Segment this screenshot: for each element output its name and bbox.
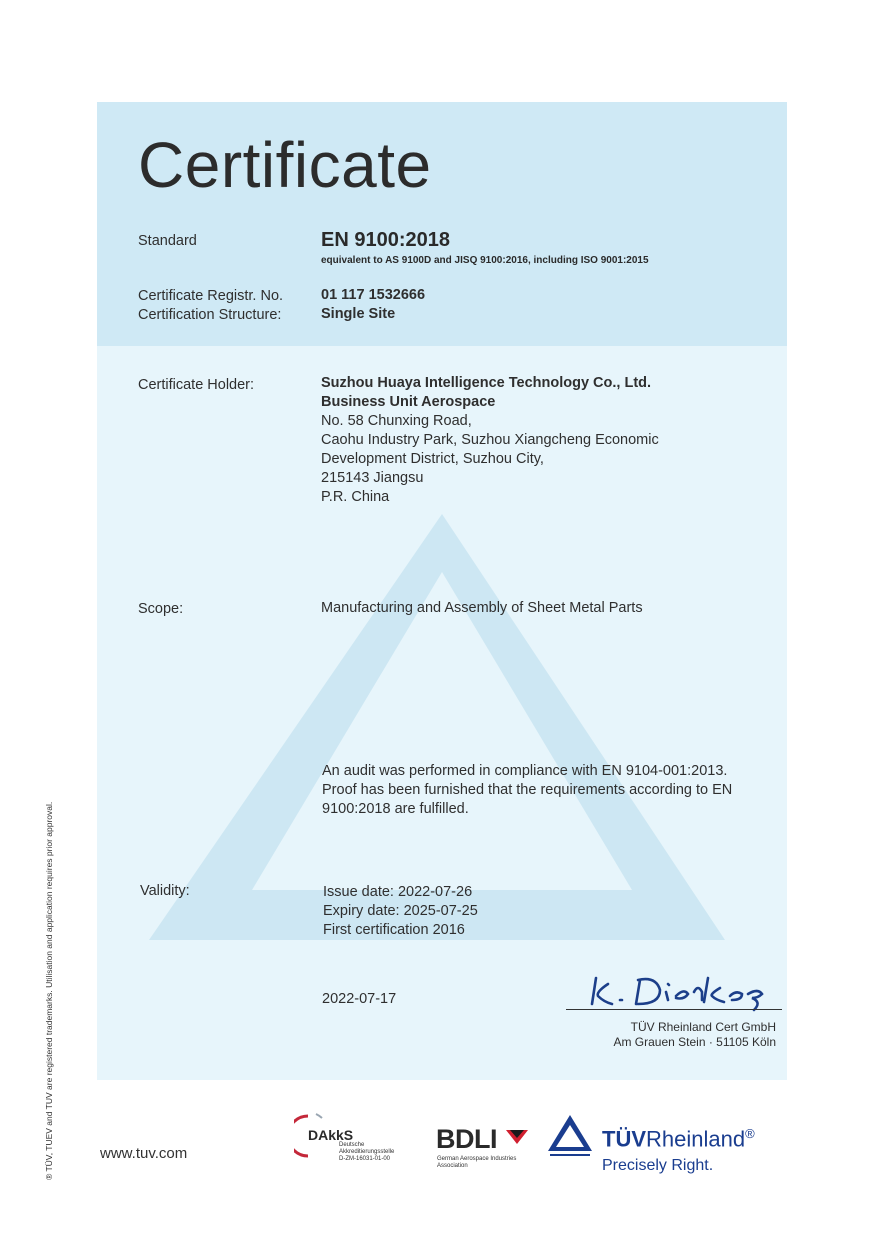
dakks-caption-line: Akkreditierungsstelle bbox=[339, 1149, 395, 1155]
issue-date: Issue date: 2022-07-26 bbox=[323, 884, 473, 900]
structure-value: Single Site bbox=[321, 306, 396, 322]
tuv-brand bbox=[602, 1126, 755, 1152]
page-title: Certificate bbox=[138, 129, 432, 201]
standard-label: Standard bbox=[138, 233, 197, 249]
validity-label: Validity: bbox=[140, 883, 190, 899]
dakks-logo-text: DAkkS bbox=[308, 1127, 354, 1143]
holder-address-line: No. 58 Chunxing Road, bbox=[321, 413, 472, 429]
tuv-brand-suffix: Rheinland bbox=[646, 1126, 746, 1152]
bdli-caption bbox=[437, 1156, 516, 1170]
tuv-reg-mark: ® bbox=[745, 1126, 755, 1141]
trademark-note: ® TÜV, TUEV and TUV are registered trademarks. Utilisation and application requires prior approval. bbox=[44, 801, 54, 1180]
holder-address-line: Development District, Suzhou City, bbox=[321, 451, 544, 467]
scope-value: Manufacturing and Assembly of Sheet Metal Parts bbox=[321, 600, 643, 616]
holder-label: Certificate Holder: bbox=[138, 377, 255, 393]
bdli-chevron-icon bbox=[506, 1130, 528, 1148]
holder-address-line: P.R. China bbox=[321, 489, 390, 505]
holder-name: Suzhou Huaya Intelligence Technology Co., Ltd. bbox=[321, 375, 652, 391]
tuv-brand-prefix: TÜV bbox=[602, 1126, 646, 1152]
dakks-caption-line: Deutsche bbox=[339, 1142, 365, 1148]
standard-note: equivalent to AS 9100D and JISQ 9100:2016, including ISO 9001:2015 bbox=[321, 255, 649, 266]
registration-value: 01 117 1532666 bbox=[321, 287, 426, 303]
website-link[interactable]: www.tuv.com bbox=[100, 1145, 188, 1162]
expiry-date: Expiry date: 2025-07-25 bbox=[323, 903, 478, 919]
bdli-caption-line: Association bbox=[437, 1163, 468, 1169]
bdli-logo-text: BDLI bbox=[436, 1124, 497, 1154]
signing-date: 2022-07-17 bbox=[322, 991, 397, 1007]
scope-label: Scope: bbox=[138, 601, 184, 617]
issuer-address: Am Grauen Stein · 51105 Köln bbox=[613, 1035, 776, 1049]
audit-statement bbox=[322, 762, 732, 819]
standard-value: EN 9100:2018 bbox=[321, 229, 450, 251]
validity-block bbox=[323, 883, 478, 940]
holder-address-line: Caohu Industry Park, Suzhou Xiangcheng Economic bbox=[321, 432, 659, 448]
audit-line: An audit was performed in compliance with EN 9104-001:2013. bbox=[322, 763, 728, 779]
structure-label: Certification Structure: bbox=[138, 307, 282, 323]
first-certification: First certification 2016 bbox=[323, 922, 465, 938]
tuv-tagline: Precisely Right. bbox=[602, 1157, 714, 1174]
signature-line bbox=[566, 1009, 782, 1010]
issuer-name: TÜV Rheinland Cert GmbH bbox=[630, 1020, 776, 1034]
tuv-triangle-logo-icon bbox=[546, 1113, 594, 1157]
registration-label: Certificate Registr. No. bbox=[138, 288, 284, 304]
signature-icon bbox=[586, 970, 776, 1012]
dakks-caption-line: D-ZM-16031-01-00 bbox=[339, 1156, 391, 1162]
dakks-caption bbox=[339, 1142, 394, 1163]
audit-line: 9100:2018 are fulfilled. bbox=[322, 801, 469, 817]
audit-line: Proof has been furnished that the requirements according to EN bbox=[322, 782, 733, 798]
holder-block bbox=[321, 374, 659, 507]
issuer-block bbox=[566, 1020, 776, 1050]
holder-unit: Business Unit Aerospace bbox=[321, 394, 496, 410]
holder-address-line: 215143 Jiangsu bbox=[321, 470, 424, 486]
bdli-caption-line: German Aerospace Industries bbox=[437, 1156, 517, 1162]
